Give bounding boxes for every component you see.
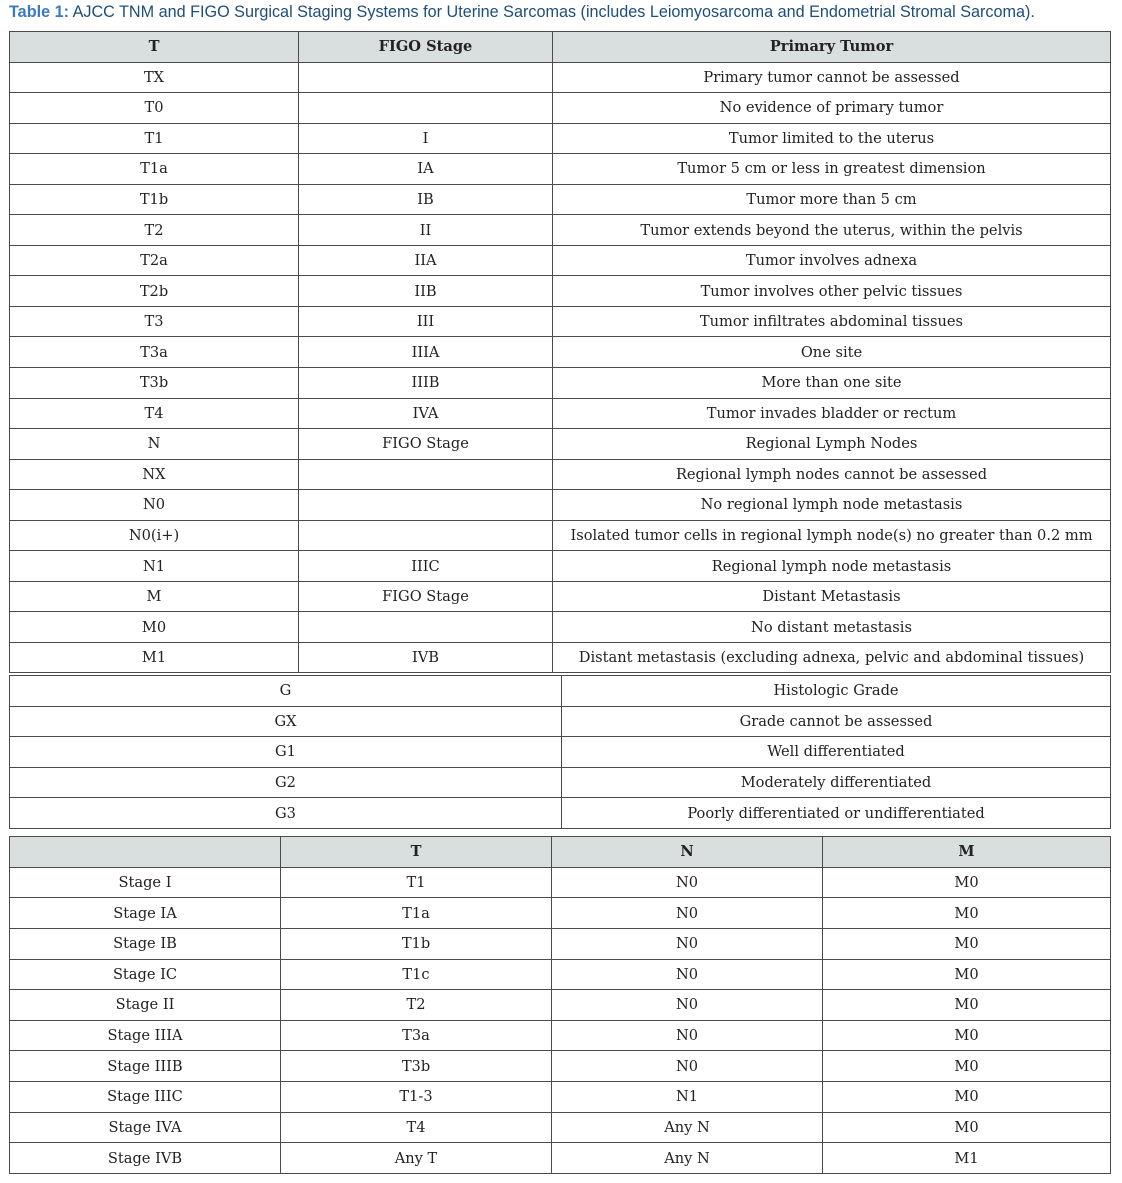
table-cell: M0: [823, 928, 1111, 959]
table-cell: Tumor involves other pelvic tissues: [553, 276, 1111, 307]
table-cell: Well differentiated: [562, 737, 1111, 768]
header-cell: N: [552, 837, 823, 868]
table-cell: Stage IVB: [10, 1143, 281, 1174]
table-cell: Stage IC: [10, 959, 281, 990]
table-cell: IB: [299, 184, 553, 215]
table-row: [10, 898, 1111, 929]
table-cell: T1-3: [281, 1082, 552, 1113]
table-cell: T1: [10, 123, 299, 154]
table-cell: N0: [552, 1020, 823, 1051]
table-cell: Distant metastasis (excluding adnexa, pelvic and abdominal tissues): [553, 642, 1111, 673]
table-cell: No regional lymph node metastasis: [553, 490, 1111, 521]
table-cell: N0(i+): [10, 520, 299, 551]
table-row: [10, 706, 1111, 737]
table-cell: Primary tumor cannot be assessed: [553, 62, 1111, 93]
table-cell: Any N: [552, 1143, 823, 1174]
table-cell: [299, 93, 553, 124]
table-row: [10, 1082, 1111, 1113]
table-cell: T2: [281, 990, 552, 1021]
header-cell: T: [281, 837, 552, 868]
header-cell: [10, 837, 281, 868]
header-cell: T: [10, 32, 299, 63]
table-row: [10, 612, 1111, 643]
table-row: [10, 306, 1111, 337]
table-cell: Tumor invades bladder or rectum: [553, 398, 1111, 429]
table-cell: Stage IIIA: [10, 1020, 281, 1051]
table-cell: G3: [10, 798, 562, 829]
table-cell: Tumor limited to the uterus: [553, 123, 1111, 154]
table-cell: Tumor extends beyond the uterus, within the pelvis: [553, 215, 1111, 246]
table-row: [10, 429, 1111, 460]
grade-body: [10, 676, 1111, 829]
table-row: [10, 215, 1111, 246]
table-cell: M0: [823, 959, 1111, 990]
table-cell: IA: [299, 154, 553, 185]
table-row: [10, 990, 1111, 1021]
table-cell: [299, 490, 553, 521]
table-cell: No distant metastasis: [553, 612, 1111, 643]
table-cell: Isolated tumor cells in regional lymph node(s) no greater than 0.2 mm: [553, 520, 1111, 551]
table-cell: N0: [10, 490, 299, 521]
table-row: [10, 642, 1111, 673]
table-cell: Distant Metastasis: [553, 581, 1111, 612]
table-cell: Regional lymph node metastasis: [553, 551, 1111, 582]
table-cell: T1a: [281, 898, 552, 929]
table-cell: IIIB: [299, 368, 553, 399]
table-cell: N0: [552, 898, 823, 929]
table-cell: N0: [552, 928, 823, 959]
table-cell: Stage IB: [10, 928, 281, 959]
table-cell: II: [299, 215, 553, 246]
table-cell: T2a: [10, 245, 299, 276]
table-cell: T1: [281, 867, 552, 898]
table-cell: IVA: [299, 398, 553, 429]
table-cell: Regional lymph nodes cannot be assessed: [553, 459, 1111, 490]
table-cell: M0: [823, 1051, 1111, 1082]
table-cell: Grade cannot be assessed: [562, 706, 1111, 737]
table-cell: Poorly differentiated or undifferentiated: [562, 798, 1111, 829]
table-cell: Regional Lymph Nodes: [553, 429, 1111, 460]
table-cell: IIIA: [299, 337, 553, 368]
table-cell: T1c: [281, 959, 552, 990]
table-cell: Tumor infiltrates abdominal tissues: [553, 306, 1111, 337]
table-cell: Tumor 5 cm or less in greatest dimension: [553, 154, 1111, 185]
caption-lead: Table 1:: [9, 3, 69, 21]
table-cell: T3a: [281, 1020, 552, 1051]
table-cell: T3b: [281, 1051, 552, 1082]
table-cell: G2: [10, 767, 562, 798]
table-cell: T3a: [10, 337, 299, 368]
table-row: [10, 184, 1111, 215]
table-cell: N0: [552, 1051, 823, 1082]
table-cell: [299, 520, 553, 551]
table-cell: T2: [10, 215, 299, 246]
table-cell: Stage II: [10, 990, 281, 1021]
tnm-figo-body: [10, 62, 1111, 673]
table-cell: M0: [10, 612, 299, 643]
table-cell: N1: [10, 551, 299, 582]
table-row: [10, 551, 1111, 582]
table-row: [10, 62, 1111, 93]
table-cell: FIGO Stage: [299, 581, 553, 612]
table-row: [10, 93, 1111, 124]
table-cell: IVB: [299, 642, 553, 673]
table-row: [10, 123, 1111, 154]
table-cell: [299, 62, 553, 93]
table-cell: T4: [10, 398, 299, 429]
table-row: [10, 337, 1111, 368]
table-cell: GX: [10, 706, 562, 737]
table-cell: More than one site: [553, 368, 1111, 399]
table-cell: M0: [823, 1082, 1111, 1113]
table-cell: FIGO Stage: [299, 429, 553, 460]
table-row: [10, 1020, 1111, 1051]
table-cell: Stage IVA: [10, 1112, 281, 1143]
header-row: [10, 32, 1111, 63]
table-cell: Stage IIIB: [10, 1051, 281, 1082]
caption-text: AJCC TNM and FIGO Surgical Staging Systems for Uterine Sarcomas (includes Leiomyosarcoma and Endometrial Stromal Sarcoma).: [68, 3, 1035, 21]
table-row: [10, 368, 1111, 399]
table-row: [10, 737, 1111, 768]
table-row: [10, 676, 1111, 707]
table-cell: [299, 612, 553, 643]
table-cell: T1b: [281, 928, 552, 959]
table-cell: T1b: [10, 184, 299, 215]
table-cell: T4: [281, 1112, 552, 1143]
table-cell: T0: [10, 93, 299, 124]
table-cell: M1: [10, 642, 299, 673]
table-row: [10, 1051, 1111, 1082]
table-row: [10, 867, 1111, 898]
stage-grouping-table: [9, 836, 1111, 1174]
table-row: [10, 767, 1111, 798]
table-cell: Any T: [281, 1143, 552, 1174]
table-cell: Histologic Grade: [562, 676, 1111, 707]
table-row: [10, 276, 1111, 307]
table-cell: N: [10, 429, 299, 460]
header-cell: M: [823, 837, 1111, 868]
table-cell: T3b: [10, 368, 299, 399]
table-cell: T1a: [10, 154, 299, 185]
table-cell: [299, 459, 553, 490]
table-cell: M0: [823, 1112, 1111, 1143]
table-cell: N0: [552, 867, 823, 898]
table-row: [10, 928, 1111, 959]
table-row: [10, 490, 1111, 521]
table-cell: Tumor more than 5 cm: [553, 184, 1111, 215]
table-row: [10, 1112, 1111, 1143]
stage-body: [10, 867, 1111, 1173]
table-cell: I: [299, 123, 553, 154]
histologic-grade-table: [9, 675, 1111, 829]
table-cell: Stage IA: [10, 898, 281, 929]
table-cell: M0: [823, 898, 1111, 929]
table-row: [10, 398, 1111, 429]
table-cell: Stage I: [10, 867, 281, 898]
table-cell: T2b: [10, 276, 299, 307]
table-cell: Any N: [552, 1112, 823, 1143]
table-cell: No evidence of primary tumor: [553, 93, 1111, 124]
table-row: [10, 245, 1111, 276]
table-cell: M0: [823, 867, 1111, 898]
table-row: [10, 154, 1111, 185]
table-cell: M0: [823, 1020, 1111, 1051]
table-cell: IIIC: [299, 551, 553, 582]
table-row: [10, 798, 1111, 829]
header-cell: Primary Tumor: [553, 32, 1111, 63]
table-cell: N0: [552, 990, 823, 1021]
table-cell: NX: [10, 459, 299, 490]
table-cell: TX: [10, 62, 299, 93]
table-row: [10, 459, 1111, 490]
table-cell: G: [10, 676, 562, 707]
table-cell: M1: [823, 1143, 1111, 1174]
table-cell: M0: [823, 990, 1111, 1021]
table-caption: [9, 1, 1035, 25]
table-cell: Tumor involves adnexa: [553, 245, 1111, 276]
table-row: [10, 1143, 1111, 1174]
table-row: [10, 959, 1111, 990]
table-cell: IIA: [299, 245, 553, 276]
table-row: [10, 520, 1111, 551]
table-row: [10, 581, 1111, 612]
table-cell: N0: [552, 959, 823, 990]
table-cell: M: [10, 581, 299, 612]
table-cell: N1: [552, 1082, 823, 1113]
header-row: [10, 837, 1111, 868]
header-cell: FIGO Stage: [299, 32, 553, 63]
table-cell: Stage IIIC: [10, 1082, 281, 1113]
table-cell: T3: [10, 306, 299, 337]
table-cell: Moderately differentiated: [562, 767, 1111, 798]
table-cell: IIB: [299, 276, 553, 307]
tnm-figo-table: [9, 31, 1111, 673]
table-cell: One site: [553, 337, 1111, 368]
table-cell: III: [299, 306, 553, 337]
table-cell: G1: [10, 737, 562, 768]
